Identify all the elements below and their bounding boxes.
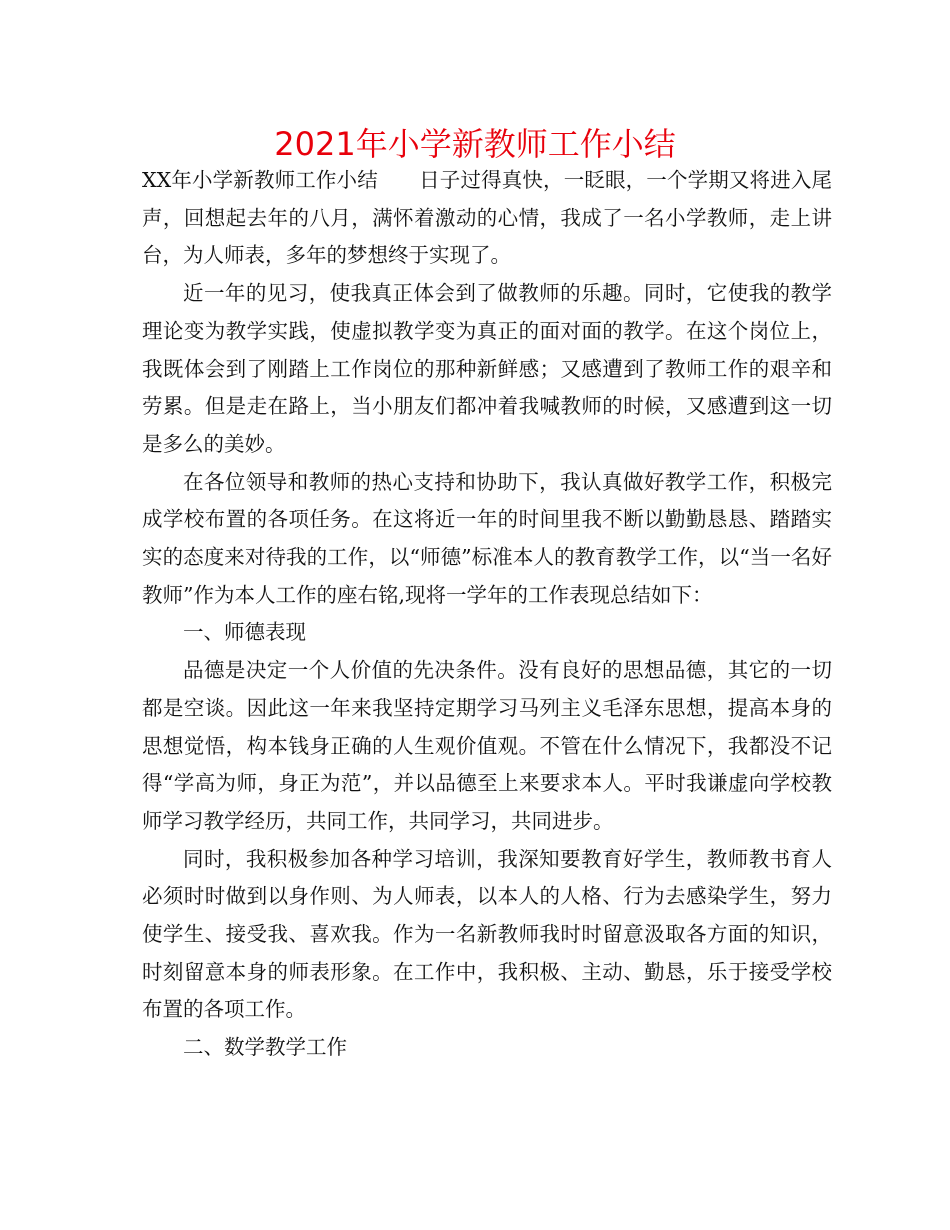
document-body: [142, 162, 832, 1067]
section-heading-math-teaching: 二、数学教学工作: [183, 1035, 347, 1060]
paragraph-ethics: 品德是决定一个人价值的先决条件。没有良好的思想品德，其它的一切都是空谈。因此这一年来我坚持定期学习马列主义毛泽东思想，提高本身的思想觉悟，构本钱身正确的人生观价值观。不管在什么情况下，我都没不记得“学高为师，身正为范”，并以品德至上来要求本人。平时我谦虚向学校教师学习教学经历，共同工作，共同学习，共同进步。: [142, 658, 832, 833]
paragraph-support: 在各位领导和教师的热心支持和协助下，我认真做好教学工作，积极完成学校布置的各项任务。在这将近一年的时间里我不断以勤勤恳恳、踏踏实实的态度来对待我的工作，以“师德”标准本人的教育教学工作，以“当一名好教师”作为本人工作的座右铭,现将一学年的工作表现总结如下：: [142, 469, 832, 607]
paragraph-internship: 近一年的见习，使我真正体会到了做教师的乐趣。同时，它使我的教学理论变为教学实践，使虚拟教学变为真正的面对面的教学。在这个岗位上，我既体会到了刚踏上工作岗位的那种新鲜感；又感遭到了教师工作的艰辛和劳累。但是走在路上，当小朋友们都冲着我喊教师的时候，又感遭到这一切是多么的美妙。: [142, 281, 832, 456]
section-heading-ethics: 一、师德表现: [183, 620, 306, 645]
paragraph-intro: XX年小学新教师工作小结 日子过得真快，一眨眼，一个学期又将进入尾声，回想起去年的八月，满怀着激动的心情，我成了一名小学教师，走上讲台，为人师表，多年的梦想终于实现了。: [142, 168, 832, 268]
document-title: 2021年小学新教师工作小结: [274, 125, 676, 163]
paragraph-training: 同时，我积极参加各种学习培训，我深知要教育好学生，教师教书育人必须时时做到以身作则、为人师表，以本人的人格、行为去感染学生，努力使学生、接受我、喜欢我。作为一名新教师我时时留意汲取各方面的知识，时刻留意本身的师表形象。在工作中，我积极、主动、勤恳，乐于接受学校布置的各项工作。: [142, 846, 832, 1022]
